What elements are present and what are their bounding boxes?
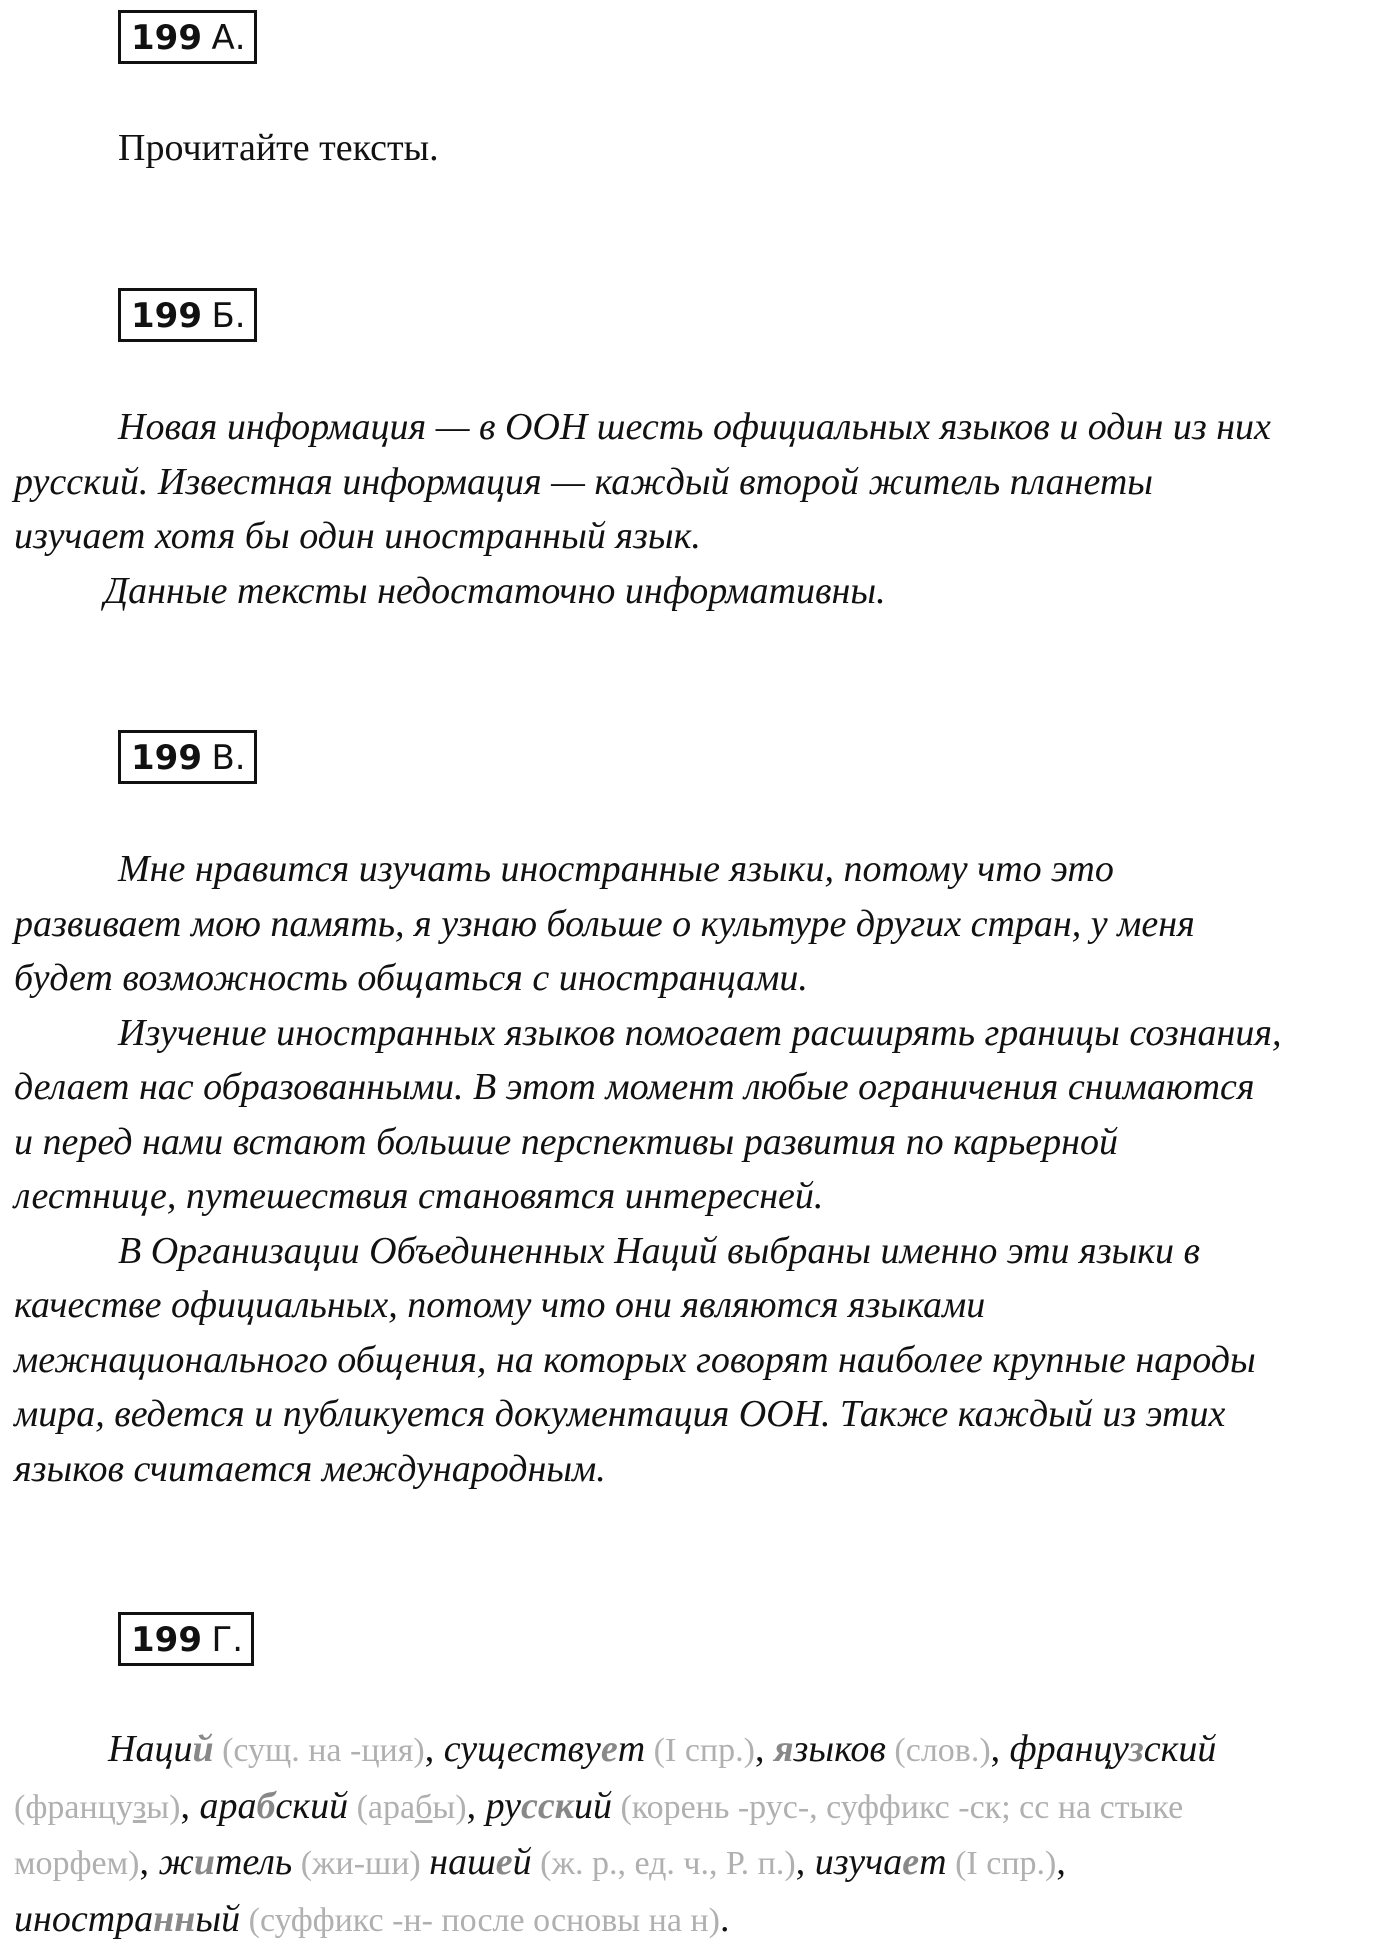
text-line: качестве официальных, потому что они являются языками <box>14 1278 1386 1333</box>
text-line: В Организации Объединенных Наций выбраны именно эти языки в <box>14 1224 1386 1279</box>
text-line: морфем), житель (жи-ши) нашей (ж. р., ед. ч., Р. п.), изучает (I спр.), <box>14 1835 1386 1892</box>
text-line: Данные тексты недостаточно информативны. <box>14 564 1386 619</box>
text-line: изучает хотя бы один иностранный язык. <box>14 509 1386 564</box>
exercise-label-199b: 199 Б. <box>118 288 257 342</box>
text-line: делает нас образованными. В этот момент любые ограничения снимаются <box>14 1060 1386 1115</box>
text-line: Наций (сущ. на -ция), существует (I спр.), языков (слов.), французский <box>14 1722 1386 1779</box>
text-line: мира, ведется и публикуется документация ООН. Также каждый из этих <box>14 1387 1386 1442</box>
text-line: будет возможность общаться с иностранцами. <box>14 951 1386 1006</box>
text-line: лестнице, путешествия становятся интересней. <box>14 1169 1386 1224</box>
section-b-text <box>14 400 1386 618</box>
text-line: иностранный (суффикс -н- после основы на н). <box>14 1892 1386 1948</box>
section-a-text: Прочитайте тексты. <box>118 124 439 172</box>
exercise-label-199v: 199 В. <box>118 730 257 784</box>
section-v-text <box>14 842 1386 1496</box>
text-line: межнационального общения, на которых говорят наиболее крупные народы <box>14 1333 1386 1388</box>
text-line: русский. Известная информация — каждый второй житель планеты <box>14 455 1386 510</box>
text-line: развивает мою память, я узнаю больше о культуре других стран, у меня <box>14 897 1386 952</box>
text-line: Изучение иностранных языков помогает расширять границы сознания, <box>14 1006 1386 1061</box>
text-line: и перед нами встают большие перспективы развития по карьерной <box>14 1115 1386 1170</box>
exercise-label-199g: 199 Г. <box>118 1612 254 1666</box>
exercise-label-199a: 199 А. <box>118 10 257 64</box>
text-line: языков считается международным. <box>14 1442 1386 1497</box>
text-line: (французы), арабский (арабы), русский (корень -рус-, суффикс -ск; сс на стыке <box>14 1779 1386 1836</box>
section-g-analysis <box>14 1722 1386 1948</box>
text-line: Мне нравится изучать иностранные языки, потому что это <box>14 842 1386 897</box>
text-line: Новая информация — в ООН шесть официальных языков и один из них <box>14 400 1386 455</box>
